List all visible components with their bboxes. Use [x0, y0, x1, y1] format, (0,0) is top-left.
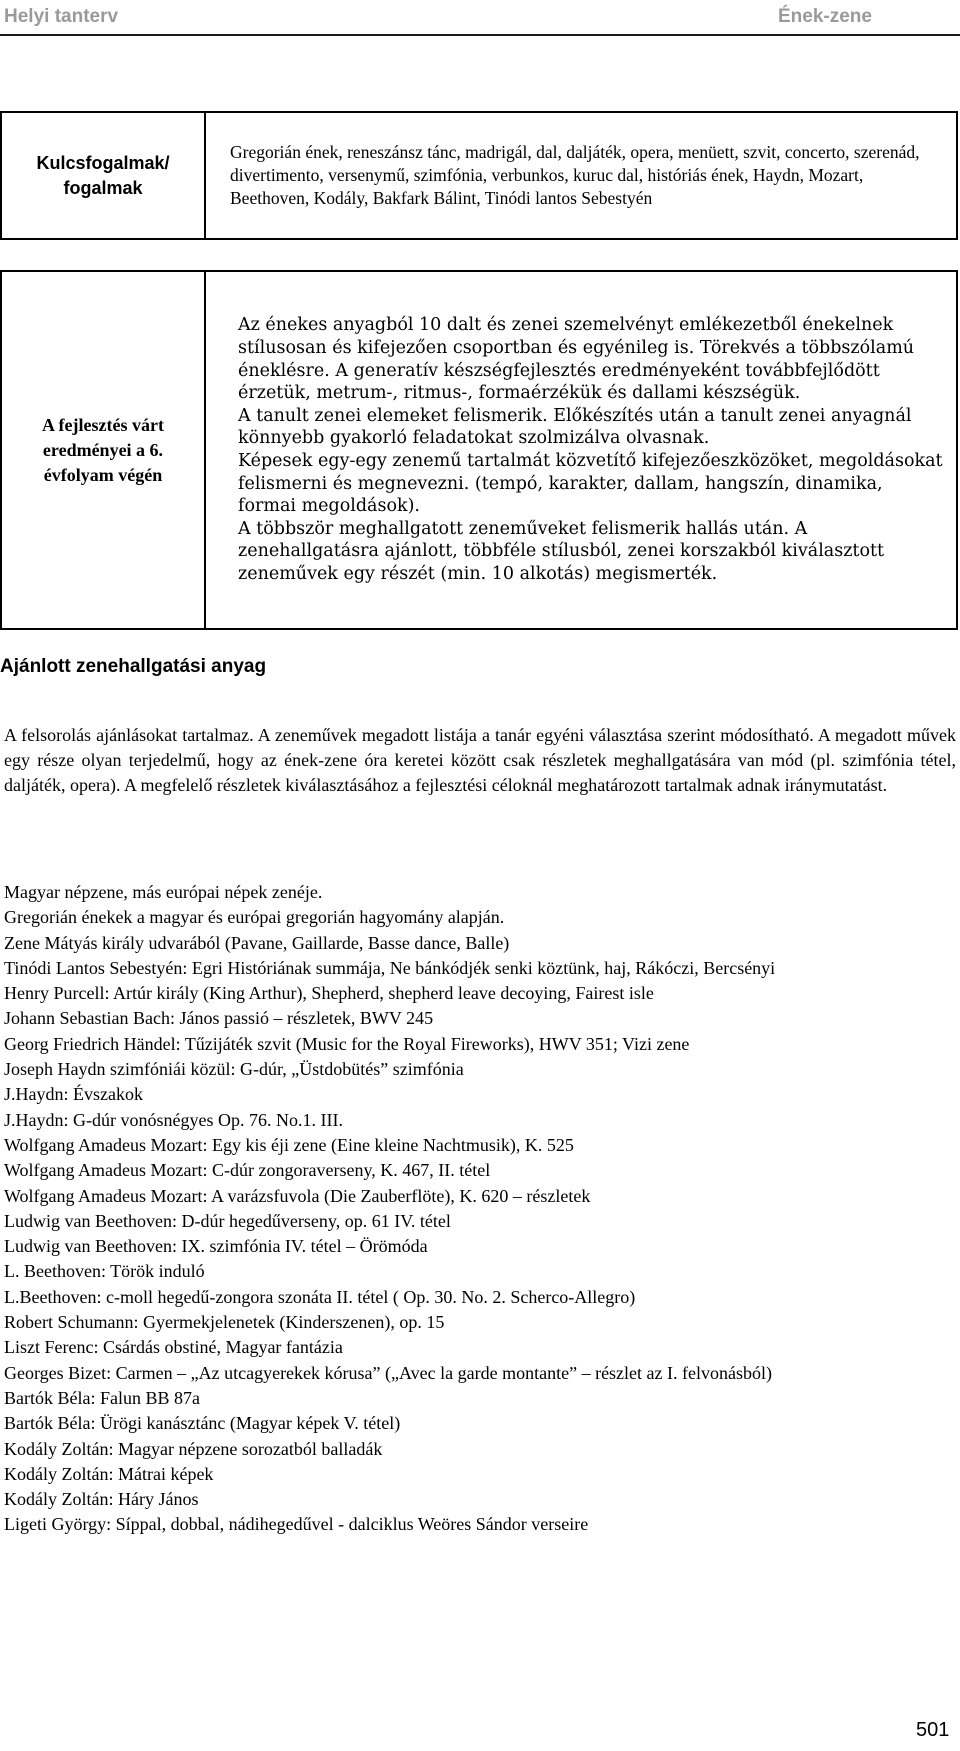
running-header — [0, 0, 960, 34]
page-number: 501 — [916, 1719, 950, 1741]
work-item: Bartók Béla: Falun BB 87a — [4, 1387, 200, 1408]
header-rule — [0, 34, 960, 36]
work-item: Georges Bizet: Carmen – „Az utcagyerekek kórusa” („Avec la garde montante” – részlet az I. felvonásból) — [4, 1362, 772, 1383]
key-concepts-text: Gregorián ének, reneszánsz tánc, madrigál, dal, daljáték, opera, menüett, szvit, concerto, szerenád, divertimento, versenymű, szimfónia, verbunkos, kuruc dal, históriás ének, Haydn, Mozart, Beethoven, Kodály, Bakfark Bálint, Tinódi lantos Sebestyén — [205, 112, 957, 239]
work-item: Wolfgang Amadeus Mozart: A varázsfuvola (Die Zauberflöte), K. 620 – részletek — [4, 1185, 591, 1206]
header-left: Helyi tanterv — [4, 6, 119, 27]
outcomes-paragraph: A tanult zenei elemeket felismerik. Előkészítés után a tanult zenei anyagnál könnyebb gyakorló feladatokat szolmizálva olvasnak. — [238, 405, 912, 449]
work-item: J.Haydn: Évszakok — [4, 1084, 143, 1105]
work-item: Liszt Ferenc: Csárdás obstiné, Magyar fantázia — [4, 1337, 343, 1358]
work-item: Wolfgang Amadeus Mozart: Egy kis éji zene (Eine kleine Nachtmusik), K. 525 — [4, 1134, 574, 1155]
work-item: Kodály Zoltán: Mátrai képek — [4, 1463, 214, 1484]
work-item: L.Beethoven: c-moll hegedű-zongora szonáta II. tétel ( Op. 30. No. 2. Scherco-Allegro) — [4, 1286, 636, 1307]
work-item: Magyar népzene, más európai népek zenéje. — [4, 882, 323, 902]
work-item: Tinódi Lantos Sebestyén: Egri Históriának summája, Ne bánkódjék senki köztünk, haj, Rákóczi, Bercsényi — [4, 957, 776, 978]
outcomes-paragraph: A többször meghallgatott zeneműveket felismerik hallás után. A zenehallgatásra ajánlott, többféle stílusból, zenei korszakból kiválasztott zeneművek egy részét (min. 10 alkotás) megismerték. — [238, 518, 885, 584]
listening-works-list — [4, 880, 956, 1538]
work-item: Kodály Zoltán: Háry János — [4, 1489, 199, 1510]
work-item: Ligeti György: Síppal, dobbal, nádihegedűvel - dalciklus Weöres Sándor verseire — [4, 1514, 589, 1535]
work-item: Johann Sebastian Bach: János passió – részletek, BWV 245 — [4, 1008, 434, 1029]
work-item: Gregorián énekek a magyar és európai gregorián hagyomány alapján. — [4, 907, 505, 928]
work-item: Bartók Béla: Ürögi kanásztánc (Magyar képek V. tétel) — [4, 1413, 401, 1434]
work-item: J.Haydn: G-dúr vonósnégyes Op. 76. No.1. III. — [4, 1109, 343, 1130]
work-item: Zene Mátyás király udvarából (Pavane, Gaillarde, Basse dance, Balle) — [4, 932, 510, 953]
work-item: Georg Friedrich Händel: Tűzijáték szvit (Music for the Royal Fireworks), HWV 351; Vizi zene — [4, 1033, 690, 1054]
key-concepts-label: Kulcsfogalmak/ fogalmak — [1, 112, 205, 239]
listening-intro: A felsorolás ajánlásokat tartalmaz. A zeneművek megadott listája a tanár egyéni választása szerint módosítható. A megadott művek egy része olyan terjedelmű, hogy az ének-zene óra keretei között csak részletek meghallgatására van mód (pl. szimfónia tétel, daljáték, opera). A megfelelő részletek kiválasztásához a fejlesztési céloknál meghatározott tartalmak adnak iránymutatást. — [4, 725, 956, 795]
work-item: Ludwig van Beethoven: D-dúr hegedűverseny, op. 61 IV. tétel — [4, 1210, 451, 1231]
work-item: Joseph Haydn szimfóniái közül: G-dúr, „Üstdobütés” szimfónia — [4, 1059, 464, 1080]
key-concepts-table — [0, 111, 958, 240]
outcomes-label: A fejlesztés várt eredményei a 6. évfolyam végén — [1, 271, 205, 629]
outcomes-paragraph: Az énekes anyagból 10 dalt és zenei szemelvényt emlékezetből énekelnek stílusosan és kifejezően csoportban és egyénileg is. Törekvés a többszólamú éneklésre. A generatív készségfejlesztés eredményeként továbbfejlődött érzetük, metrum-, ritmus-, formaérzékük és dallami készségük. — [238, 315, 915, 404]
outcomes-table — [0, 270, 958, 630]
outcomes-paragraph: Képesek egy-egy zenemű tartalmát közvetítő kifejezőeszközöket, megoldásokat felismerni és megnevezni. (tempó, karakter, dallam, hangszín, dinamika, formai megoldások). — [238, 451, 943, 517]
work-item: Robert Schumann: Gyermekjelenetek (Kinderszenen), op. 15 — [4, 1312, 445, 1333]
work-item: L. Beethoven: Török induló — [4, 1261, 205, 1282]
work-item: Kodály Zoltán: Magyar népzene sorozatból balladák — [4, 1438, 383, 1459]
work-item: Wolfgang Amadeus Mozart: C-dúr zongoraverseny, K. 467, II. tétel — [4, 1160, 491, 1181]
work-item: Ludwig van Beethoven: IX. szimfónia IV. tétel – Örömóda — [4, 1236, 428, 1257]
outcomes-text — [205, 271, 957, 629]
header-right: Ének-zene — [778, 6, 872, 27]
work-item: Henry Purcell: Artúr király (King Arthur), Shepherd, shepherd leave decoying, Fairest isle — [4, 983, 654, 1004]
listening-section-title: Ajánlott zenehallgatási anyag — [0, 656, 267, 677]
